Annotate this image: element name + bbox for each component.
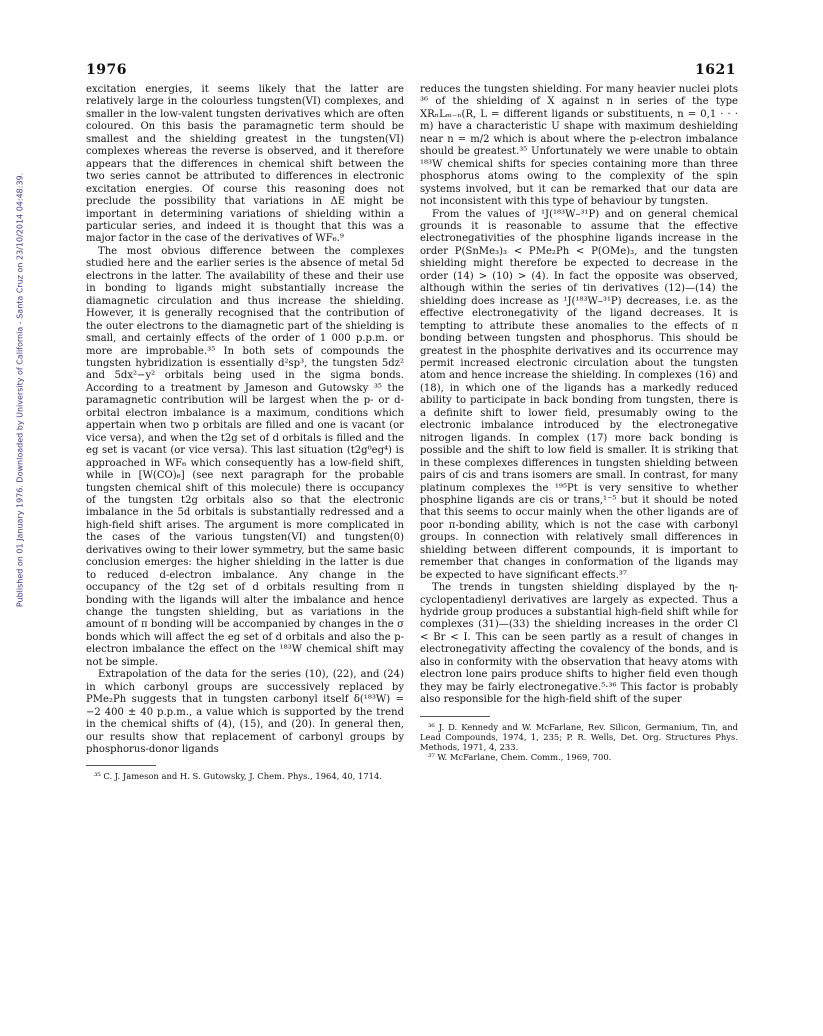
paragraph: excitation energies, it seems likely that the latter are relatively large in the colourless tungsten(VI) complexes, and smaller in the low-valent tungsten derivatives which are often coloured. On this basis the paramagnetic term should be smallest and the shielding greatest in the tungsten(VI) complexes whereas the reverse is observed, and it therefore appears that the differences in chemical shift between the two series cannot be attributed to differences in electronic excitation energies. Of course this reasoning does not preclude the possibility that variations in ΔE might be important in determining variations of shielding within a particular series, and indeed it is thought that this was a major factor in the case of the derivatives of WF₆.⁹ bbox=[86, 84, 404, 245]
footnotes bbox=[86, 771, 404, 781]
download-watermark-text: Published on 01 January 1976. Downloaded by University of California - Santa Cruz on 23/10/2014 04:48:39. bbox=[15, 172, 25, 608]
running-header-page-number: 1621 bbox=[695, 62, 736, 78]
footnote: ³⁶ J. D. Kennedy and W. McFarlane, Rev. Silicon, Germanium, Tin, and Lead Compounds, 1974, 1, 235; P. R. Wells, Det. Org. Structures Phys. Methods, 1971, 4, 233. bbox=[420, 721, 738, 753]
right-column bbox=[420, 84, 738, 762]
left-column bbox=[86, 84, 404, 782]
footnote-rule bbox=[86, 765, 156, 766]
paragraph: reduces the tungsten shielding. For many heavier nuclei plots ³⁶ of the shielding of X against n in series of the type XRₙLₘ₋ₙ(R, L = different ligands or substituents, n = 0,1 · · · m) have a characteristic U shape with maximum deshielding near n = m/2 which is about where the p-electron imbalance should be greatest.³⁵ Unfortunately we were unable to obtain ¹⁸³W chemical shifts for species containing more than three phosphorus atoms owing to the complexity of the spin systems involved, but it can be remarked that our data are not inconsistent with this type of behaviour by tungsten. bbox=[420, 84, 738, 208]
paragraph: From the values of ¹J(¹⁸³W–³¹P) and on general chemical grounds it is reasonable to assume that the effective electronegativities of the phosphine ligands increase in the order P(SnMe₃)₃ < PMe₂Ph < P(OMe)₃, and the tungsten shielding might therefore be expected to decrease in the order (14) > (10) > (4). In fact the opposite was observed, although within the series of tin derivatives (12)—(14) the shielding does increase as ¹J(¹⁸³W–³¹P) decreases, i.e. as the effective electronegativity of the ligand decreases. It is tempting to attribute these anomalies to the effects of π bonding between tungsten and phosphorus. This should be greatest in the phosphite derivatives and its occurrence may permit increased electronic circulation about the tungsten atom and hence increase the shielding. In complexes (16) and (18), in which one of the ligands has a markedly reduced ability to participate in back bonding from tungsten, there is a definite shift to lower field, presumably owing to the electronic imbalance introduced by the electronegative nitrogen ligands. In complex (17) more back bonding is possible and the shift to low field is smaller. It is striking that in these complexes differences in tungsten shielding between pairs of cis and trans isomers are small. In contrast, for many platinum complexes the ¹⁹⁵Pt is very sensitive to whether phosphine ligands are cis or trans,¹⁻⁵ but it should be noted that this seems to occur mainly when the other ligands are of poor π-bonding ability, which is not the case with carbonyl groups. In connection with relatively small differences in shielding between different compounds, it is important to remember that changes in conformation of the ligands may be expected to have significant effects.³⁷ bbox=[420, 208, 738, 581]
download-watermark bbox=[14, 110, 26, 670]
paragraph: Extrapolation of the data for the series (10), (22), and (24) in which carbonyl groups are successively replaced by PMe₂Ph suggests that in tungsten carbonyl itself δ(¹⁸³W) = −2 400 ± 40 p.p.m., a value which is supported by the trend in the chemical shifts of (4), (15), and (20). In general then, our results show that replacement of carbonyl groups by phosphorus-donor ligands bbox=[86, 669, 404, 756]
footnotes bbox=[420, 722, 738, 763]
paragraph: The trends in tungsten shielding displayed by the η-cyclopentadienyl derivatives are largely as expected. Thus a hydride group produces a substantial high-field shift while for complexes (31)—(33) the shielding increases in the order Cl < Br < I. This can be seen partly as a result of changes in electronegativity affecting the covalency of the bonds, and is also in conformity with the observation that heavy atoms with electron lone pairs produce shifts to higher field even though they may be fairly electronegative.⁵·³⁶ This factor is probably also responsible for the high-field shift of the super bbox=[420, 582, 738, 706]
paragraph: The most obvious difference between the complexes studied here and the earlier series is the absence of metal 5d electrons in the latter. The availability of these and their use in bonding to ligands might substantially increase the diamagnetic circulation and thus increase the shielding. However, it is generally recognised that the contribution of the outer electrons to the diamagnetic part of the shielding is small, and certainly effects of the order of 1 000 p.p.m. or more are improbable.³⁵ In both sets of compounds the tungsten hybridization is essentially d²sp³, the tungsten 5dz² and 5dx²−y² orbitals being used in the sigma bonds. According to a treatment by Jameson and Gutowsky ³⁵ the paramagnetic contribution will be largest when the p- or d-orbital electron imbalance is a maximum, conditions which appertain when two p orbitals are filled and one is vacant (or vice versa), and when the t2g set of d orbitals is filled and the eg set is vacant (or vice versa). This last situation (t2g⁰eg⁴) is approached in WF₆ which consequently has a low-field shift, while in [W(CO)₆] (see next paragraph for the probable tungsten chemical shift of this molecule) there is occupancy of the tungsten t2g orbitals also so that the electronic imbalance in the 5d orbitals is substantially redressed and a high-field shift arises. The argument is more complicated in the cases of the various tungsten(VI) and tungsten(0) derivatives owing to their lower symmetry, but the same basic conclusion emerges: the higher shielding in the latter is due to reduced d-electron imbalance. Any change in the occupancy of the t2g set of d orbitals resulting from π bonding with the ligands will alter the imbalance and hence change the tungsten shielding, but as variations in the amount of π bonding will be accompanied by changes in the σ bonds which will affect the eg set of d orbitals and also the p-electron imbalance the effect on the ¹⁸³W chemical shift may not be simple. bbox=[86, 245, 404, 668]
running-header-year: 1976 bbox=[86, 62, 127, 78]
footnote: ³⁷ W. McFarlane, Chem. Comm., 1969, 700. bbox=[428, 752, 612, 763]
footnote-rule bbox=[420, 716, 490, 717]
footnote: ³⁵ C. J. Jameson and H. S. Gutowsky, J. Chem. Phys., 1964, 40, 1714. bbox=[94, 771, 382, 782]
